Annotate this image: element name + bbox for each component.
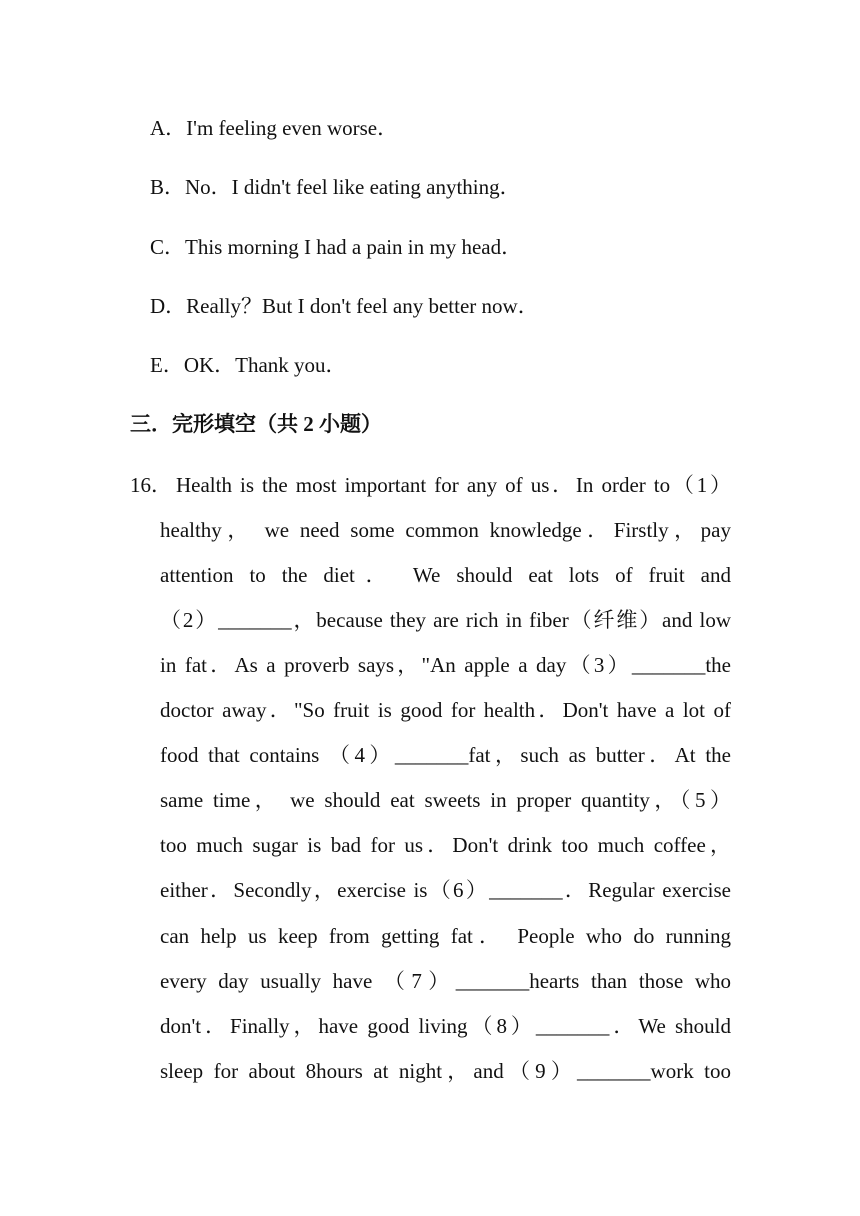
section-heading: 三．完形填空（共 2 小题） bbox=[130, 412, 382, 436]
passage-line-12: every day usually have （7）_______hearts than those who bbox=[160, 969, 731, 993]
option-d: D．Really？But I don't feel any better now． bbox=[150, 294, 539, 318]
passage-line-14: sleep for about 8hours at night，and（9）_______work too bbox=[160, 1059, 731, 1083]
option-c: C．This morning I had a pain in my head． bbox=[150, 235, 523, 259]
question-number: 16． bbox=[130, 473, 172, 497]
passage-line-9: too much sugar is bad for us．Don't drink too much coffee， bbox=[160, 833, 731, 857]
passage-line-7: food that contains （4）_______fat，such as butter．At the bbox=[160, 743, 731, 767]
passage-line-4: （2）_______，because they are rich in fiber（纤维）and low bbox=[160, 608, 731, 632]
passage-line-11: can help us keep from getting fat． People who do running bbox=[160, 924, 731, 948]
option-a: A．I'm feeling even worse． bbox=[150, 116, 399, 140]
passage-line-2: healthy， we need some common knowledge．Firstly，pay bbox=[160, 518, 731, 542]
passage-line-6: doctor away．"So fruit is good for health．Don't have a lot of bbox=[160, 698, 731, 722]
passage-line-1: Health is the most important for any of us．In order to（1） bbox=[176, 473, 731, 497]
passage-line-8: same time， we should eat sweets in proper quantity，（5） bbox=[160, 788, 731, 812]
passage-line-5: in fat．As a proverb says，"An apple a day（3）_______the bbox=[160, 653, 731, 677]
option-e: E．OK．Thank you． bbox=[150, 353, 347, 377]
option-b: B．No．I didn't feel like eating anything． bbox=[150, 175, 521, 199]
passage-line-3: attention to the diet． We should eat lots of fruit and bbox=[160, 563, 731, 587]
passage-line-10: either．Secondly，exercise is（6）_______．Regular exercise bbox=[160, 878, 731, 902]
passage-line-13: don't．Finally，have good living（8）_______．We should bbox=[160, 1014, 731, 1038]
